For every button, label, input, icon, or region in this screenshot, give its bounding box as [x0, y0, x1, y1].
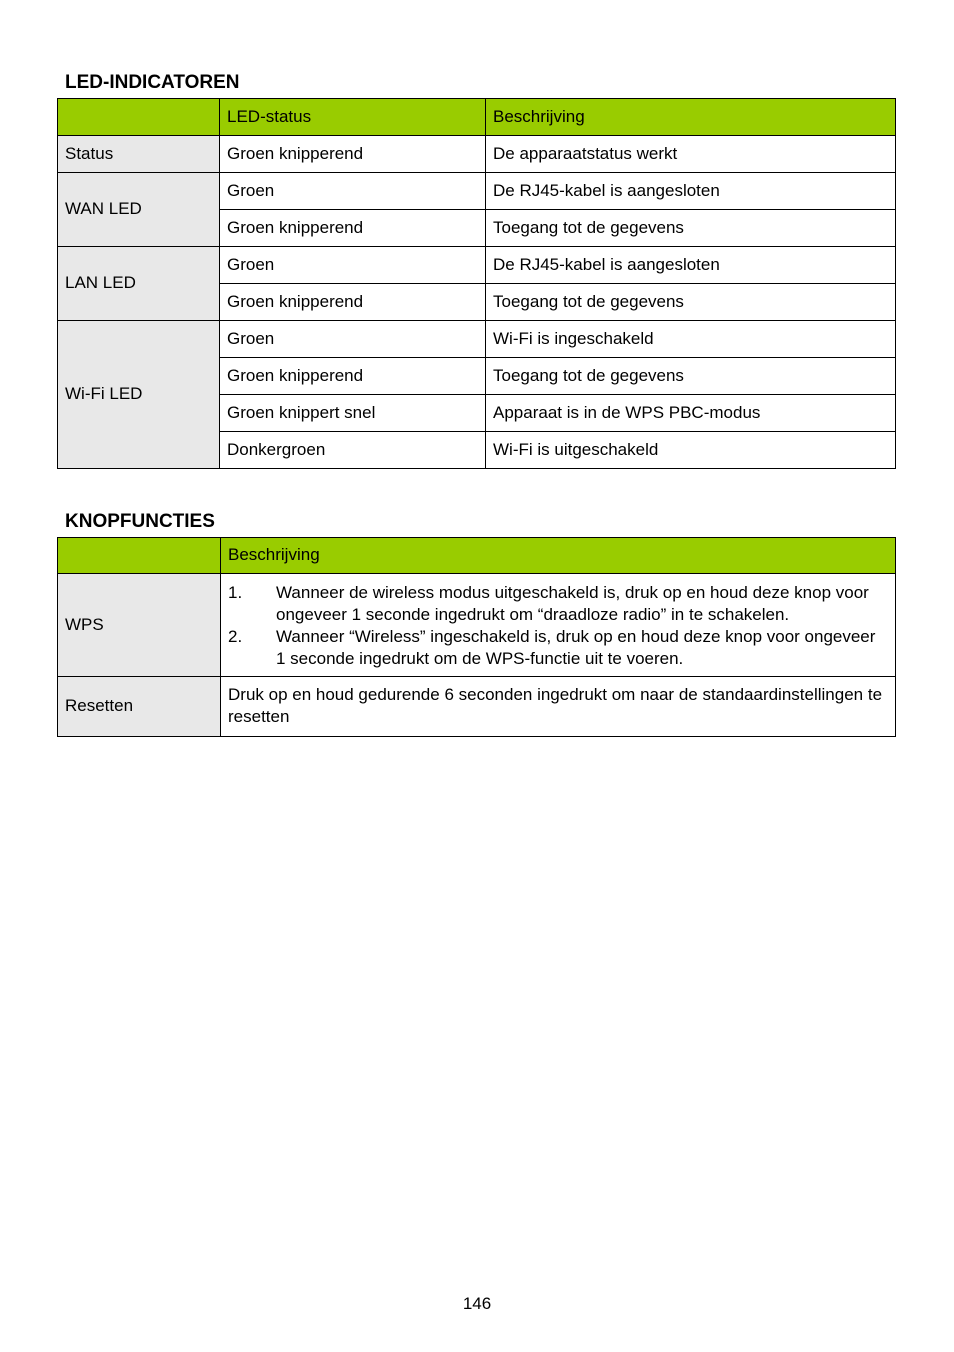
led-desc-cell: Apparaat is in de WPS PBC-modus — [486, 395, 896, 432]
list-text: Wanneer de wireless modus uitgeschakeld is, druk op en houd deze knop voor ongeveer 1 seconde ingedrukt om “draadloze radio” in te schakelen. — [276, 583, 869, 625]
led-desc-cell: De RJ45-kabel is aangesloten — [486, 173, 896, 210]
led-desc-cell: Toegang tot de gegevens — [486, 358, 896, 395]
button-table-header — [58, 538, 896, 574]
list-text: Wanneer “Wireless” ingeschakeld is, druk op en houd deze knop voor ongeveer 1 seconde ingedrukt om de WPS-functie uit te voeren. — [276, 627, 876, 669]
led-label-wifi: Wi-Fi LED — [58, 321, 220, 469]
button-label-wps: WPS — [58, 574, 221, 677]
led-status-cell: Groen knipperend — [220, 210, 486, 247]
table-row — [58, 321, 896, 358]
page-number: 146 — [462, 1294, 492, 1313]
header-description: Beschrijving — [486, 99, 896, 136]
led-table-header — [58, 99, 896, 136]
table-row — [58, 136, 896, 173]
wps-steps-list — [228, 582, 888, 670]
table-row — [58, 247, 896, 284]
led-label-lan: LAN LED — [58, 247, 220, 321]
led-status-cell: Groen knipperend — [220, 358, 486, 395]
led-desc-cell: Toegang tot de gegevens — [486, 284, 896, 321]
table-row — [58, 173, 896, 210]
header-led-status: LED-status — [220, 99, 486, 136]
led-desc-cell: De apparaatstatus werkt — [486, 136, 896, 173]
list-item — [228, 626, 888, 670]
header-description: Beschrijving — [221, 538, 896, 574]
list-number: 1. — [228, 583, 243, 602]
led-section-title: LED-INDICATOREN — [65, 72, 240, 93]
reset-description-cell: Druk op en houd gedurende 6 seconden ingedrukt om naar de standaardinstellingen te resetten — [221, 677, 896, 736]
led-status-cell: Groen — [220, 247, 486, 284]
wps-description-cell — [221, 574, 896, 677]
led-label-wan: WAN LED — [58, 173, 220, 247]
led-status-cell: Groen knipperend — [220, 136, 486, 173]
led-label-status: Status — [58, 136, 220, 173]
led-status-cell: Groen knippert snel — [220, 395, 486, 432]
header-blank-cell — [58, 538, 221, 574]
led-status-cell: Groen knipperend — [220, 284, 486, 321]
led-status-cell: Groen — [220, 321, 486, 358]
header-blank-cell — [58, 99, 220, 136]
led-desc-cell: Toegang tot de gegevens — [486, 210, 896, 247]
led-desc-cell: Wi-Fi is uitgeschakeld — [486, 432, 896, 469]
button-label-reset: Resetten — [58, 677, 221, 736]
list-number: 2. — [228, 627, 243, 647]
led-status-cell: Groen — [220, 173, 486, 210]
table-row — [58, 574, 896, 677]
button-table — [57, 537, 896, 737]
led-table — [57, 98, 896, 469]
list-item — [228, 582, 888, 626]
led-status-cell: Donkergroen — [220, 432, 486, 469]
table-row — [58, 677, 896, 736]
led-desc-cell: Wi-Fi is ingeschakeld — [486, 321, 896, 358]
led-desc-cell: De RJ45-kabel is aangesloten — [486, 247, 896, 284]
button-section-title: KNOPFUNCTIES — [65, 511, 215, 532]
